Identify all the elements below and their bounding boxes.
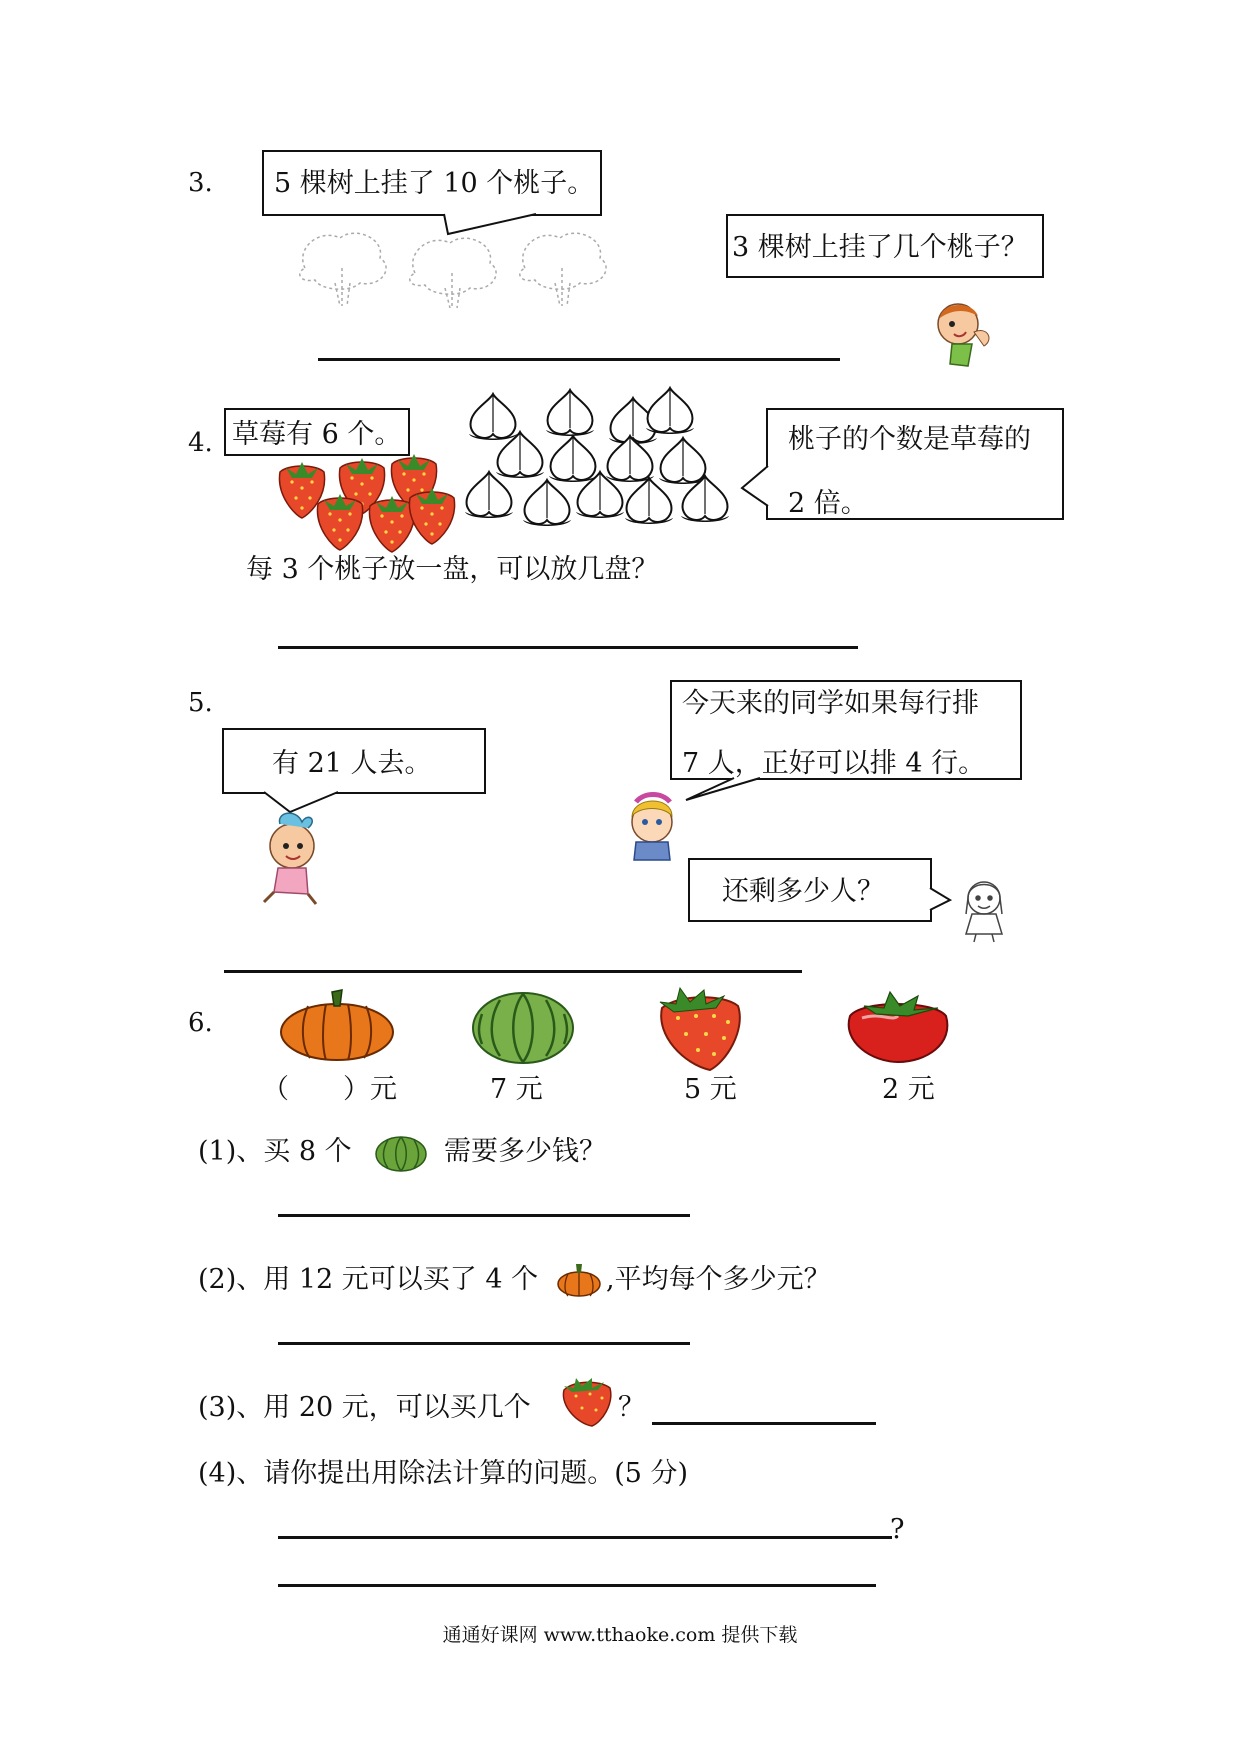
pumpkin-icon (556, 1262, 602, 1298)
q6-sub4-question-mark: ? (890, 1514, 905, 1545)
page-footer: 通通好课网 www.tthaoke.com 提供下载 (442, 1624, 798, 1646)
q5-bubble-2-line2: 7 人，正好可以排 4 行。 (682, 748, 986, 779)
q6-sub3-text-a: (3)、用 20 元，可以买几个 (198, 1392, 531, 1423)
q4-peaches-illustration (465, 390, 735, 540)
q5-bubble-1-text: 有 21 人去。 (272, 748, 432, 779)
q4-number: 4. (188, 428, 213, 458)
q5-speech-bubble-3 (688, 858, 932, 922)
q5-speech-bubble-1 (222, 728, 486, 794)
q5-bubble-2-line1: 今天来的同学如果每行排 (682, 688, 979, 719)
watermelon-image (470, 990, 576, 1066)
q3-speech-bubble-2 (726, 214, 1044, 278)
q3-number: 3. (188, 168, 213, 198)
strawberry-price: 5 元 (684, 1074, 737, 1105)
tomato-price: 2 元 (882, 1074, 935, 1105)
q6-sub1-text-a: (1)、买 8 个 (198, 1136, 352, 1167)
q5-bubble-3-text: 还剩多少人？ (722, 876, 884, 907)
q6-sub1-answer-line[interactable] (278, 1214, 690, 1217)
q4-bubble-1-text: 草莓有 6 个。 (232, 419, 402, 450)
q4-bubble-2-tail (740, 466, 770, 510)
q6-sub1-text-b: 需要多少钱？ (444, 1136, 606, 1167)
q6-sub2-answer-line[interactable] (278, 1342, 690, 1345)
q3-trees-illustration (295, 228, 625, 308)
q6-sub4-text: (4)、请你提出用除法计算的问题。(5 分) (198, 1458, 689, 1489)
q6-sub3-answer-line[interactable] (652, 1422, 876, 1425)
q3-speech-bubble-1 (262, 150, 602, 216)
q6-sub3-text-b: ？ (618, 1392, 645, 1423)
q5-baby-character (256, 806, 332, 906)
q4-answer-line[interactable] (278, 646, 858, 649)
pumpkin-price: （ ）元 (262, 1074, 397, 1105)
pumpkin-image (278, 988, 396, 1062)
q4-question: 每 3 个桃子放一盘，可以放几盘？ (246, 554, 659, 585)
q4-strawberries-illustration (272, 452, 462, 560)
q5-outline-girl-character (950, 874, 1020, 944)
strawberry-icon (560, 1376, 614, 1428)
q6-sub4-answer-line-2[interactable] (278, 1584, 876, 1587)
tomato-image (842, 986, 954, 1064)
watermelon-price: 7 元 (490, 1074, 543, 1105)
q5-speech-bubble-2 (670, 680, 1022, 780)
q3-answer-line[interactable] (318, 358, 840, 361)
q4-bubble-2-line2: 2 倍。 (788, 488, 868, 519)
strawberry-image (654, 986, 746, 1072)
q6-sub2-text-b: ,平均每个多少元？ (606, 1264, 831, 1295)
q3-bubble-2-text: 3 棵树上挂了几个桃子？ (732, 232, 1028, 263)
watermelon-icon (374, 1134, 428, 1174)
q6-sub2-text-a: (2)、用 12 元可以买了 4 个 (198, 1264, 539, 1295)
q5-answer-line[interactable] (224, 970, 802, 973)
q5-girl-character (618, 792, 688, 862)
q6-sub4-answer-line-1[interactable] (278, 1536, 892, 1539)
q4-speech-bubble-1 (224, 408, 410, 456)
q5-bubble-2-tail (684, 778, 764, 804)
q3-bubble-1-text: 5 棵树上挂了 10 个桃子。 (274, 168, 595, 199)
q4-bubble-2-line1: 桃子的个数是草莓的 (788, 424, 1031, 455)
q4-speech-bubble-2 (766, 408, 1064, 520)
q3-girl-character (928, 296, 1008, 376)
q5-number: 5. (188, 688, 213, 718)
q6-number: 6. (188, 1008, 213, 1038)
